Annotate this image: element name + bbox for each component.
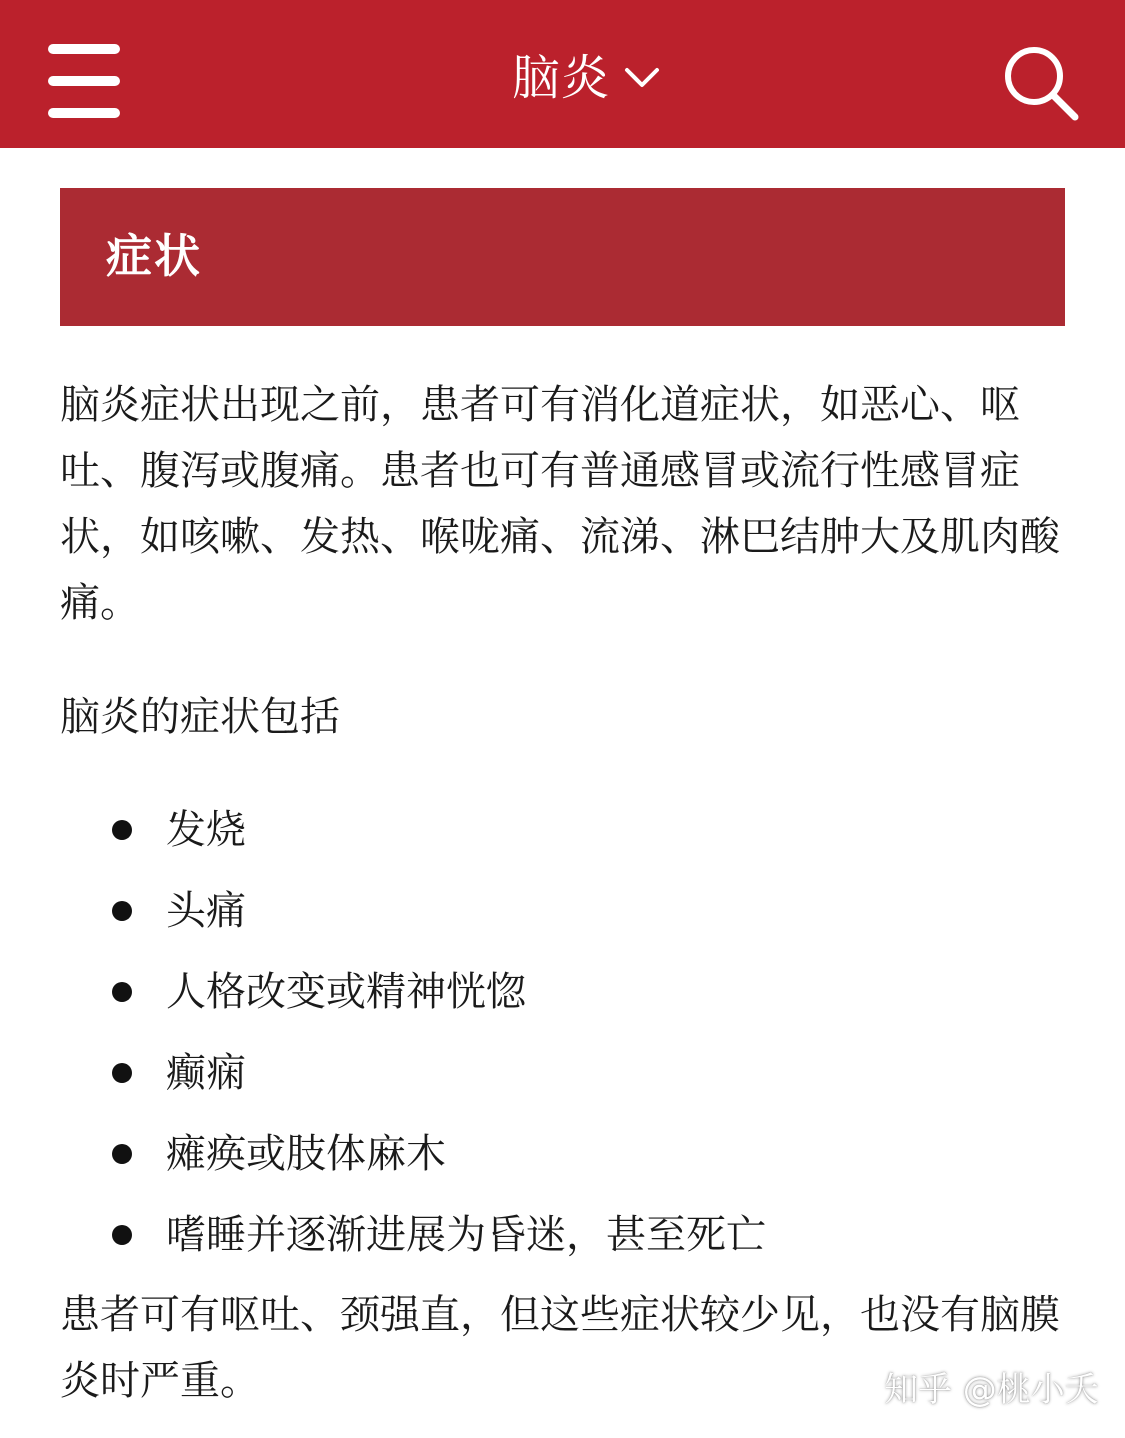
list-item-text: 瘫痪或肢体麻木 (166, 1131, 446, 1177)
list-item-text: 发烧 (166, 807, 246, 853)
bullet-icon (112, 820, 132, 840)
section-header (60, 188, 1065, 326)
outro-paragraph: 患者可有呕吐、颈强直，但这些症状较少见，也没有脑膜炎时严重。 (60, 1292, 1060, 1404)
list-item-text: 癫痫 (166, 1050, 246, 1096)
bullet-icon (112, 1144, 132, 1164)
list-intro: 脑炎的症状包括 (60, 694, 340, 740)
search-button[interactable] (1002, 44, 1080, 122)
topic-dropdown-button[interactable] (512, 48, 660, 108)
watermark: 知乎 @桃小夭 (884, 1370, 1099, 1410)
list-item-text: 人格改变或精神恍惚 (166, 969, 526, 1015)
list-item (0, 1201, 1125, 1282)
page-title: 脑炎 (512, 50, 611, 106)
top-navigation-bar (0, 0, 1125, 148)
list-item (0, 958, 1125, 1039)
symptom-list (0, 796, 1125, 1282)
list-item (0, 877, 1125, 958)
chevron-down-icon (624, 67, 660, 89)
section-title: 症状 (106, 229, 202, 283)
bullet-icon (112, 982, 132, 1002)
bullet-icon (112, 1225, 132, 1245)
list-item-text: 嗜睡并逐渐进展为昏迷，甚至死亡 (166, 1212, 766, 1258)
list-item (0, 1120, 1125, 1201)
intro-paragraph: 脑炎症状出现之前，患者可有消化道症状，如恶心、呕吐、腹泻或腹痛。患者也可有普通感冒或流行性感冒症状，如咳嗽、发热、喉咙痛、流涕、淋巴结肿大及肌肉酸痛。 (60, 382, 1060, 626)
bullet-icon (112, 901, 132, 921)
list-item (0, 796, 1125, 877)
search-icon (1002, 44, 1080, 122)
list-item (0, 1039, 1125, 1120)
list-item-text: 头痛 (166, 888, 246, 934)
menu-button[interactable] (48, 44, 120, 118)
bullet-icon (112, 1063, 132, 1083)
